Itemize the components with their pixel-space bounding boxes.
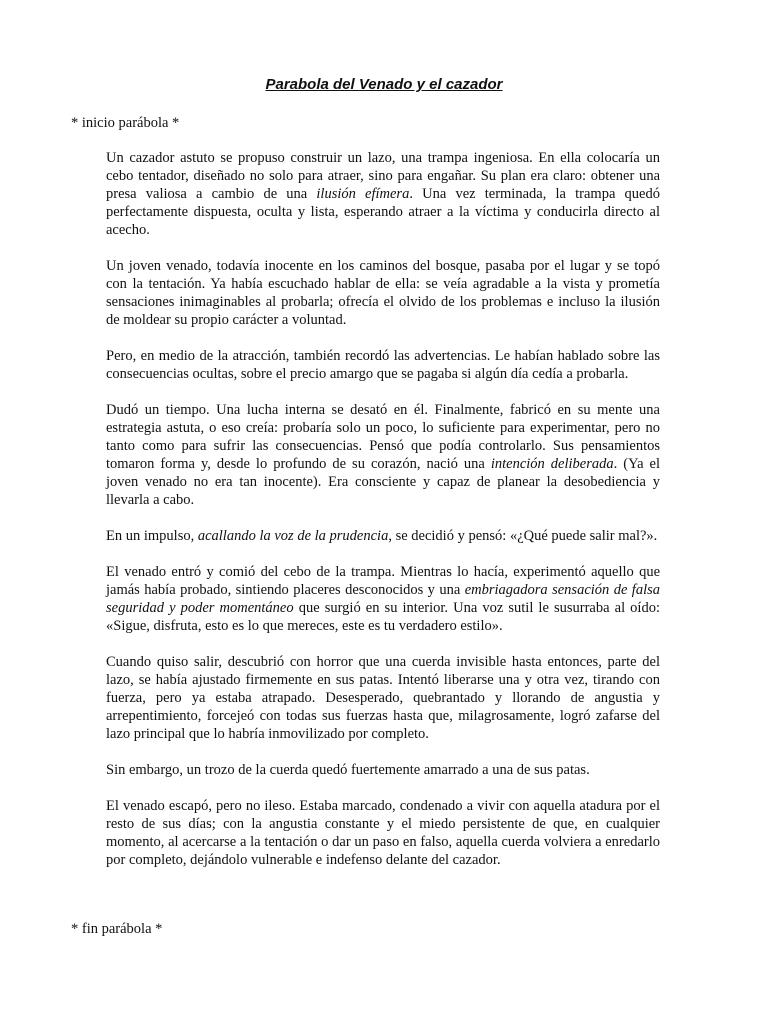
parable-body <box>106 149 660 887</box>
paragraph <box>106 527 660 545</box>
start-marker: * inicio parábola * <box>71 115 180 131</box>
text-run: Pero, en medio de la atracción, también recordó las advertencias. Le habían hablado sobre las consecuencias ocultas, sobre el precio amargo que se pagaba si algún día cedía a probarla. <box>106 348 660 382</box>
italic-phrase: intención deliberada <box>490 456 614 472</box>
text-run: El venado escapó, pero no ileso. Estaba marcado, condenado a vivir con aquella atadura por el resto de sus días; con la angustia constante y el miedo persistente de que, en cualquier momento, al acercarse a la tentación o dar un paso en falso, aquella cuerda volviera a enredarlo por completo, dejándolo vulnerable e indefenso delante del cazador. <box>106 798 660 868</box>
italic-phrase: acallando la voz de la prudencia <box>197 528 389 544</box>
text-run: Un cazador astuto se propuso construir un lazo, una trampa ingeniosa. En ella colocaría un cebo tentador, diseñado no solo para atraer, sino para engañar. Su plan era claro: obtener una presa valiosa a cambio de una <box>106 150 660 202</box>
text-run: , se decidió y pensó: «¿Qué puede salir mal?». <box>388 528 658 544</box>
text-run: Un joven venado, todavía inocente en los caminos del bosque, pasaba por el lugar y se topó con la tentación. Ya había escuchado hablar de ella: se veía agradable a la vista y prometía sensaciones inimaginables al probarla; ofrecía el olvido de los problemas e incluso la ilusión de moldear su propio carácter a voluntad. <box>106 258 660 328</box>
paragraph <box>106 563 660 635</box>
text-run: . (Ya el joven venado no era tan inocente). Era consciente y capaz de planear la desobediencia y llevarla a cabo. <box>106 456 661 508</box>
paragraph <box>106 797 660 869</box>
text-run: . Una vez terminada, la trampa quedó perfectamente dispuesta, oculta y lista, esperando atraer a la víctima y conducirla directo al acecho. <box>106 186 660 238</box>
paragraph <box>106 257 660 329</box>
text-run: Cuando quiso salir, descubrió con horror que una cuerda invisible hasta entonces, parte del lazo, se había ajustado firmemente en sus patas. Intentó liberarse una y otra vez, tirando con fuerza, pero ya estaba atrapado. Desesperado, quebrantado y llorando de angustia y arrepentimiento, forcejeó con todas sus fuerzas hasta que, milagrosamente, logró zafarse del lazo principal que lo habría inmovilizado por completo. <box>106 654 660 742</box>
text-run: El venado entró y comió del cebo de la trampa. Mientras lo hacía, experimentó aquello que jamás había probado, sintiendo placeres desconocidos y una <box>106 564 660 598</box>
paragraph <box>106 149 660 239</box>
text-run: En un impulso, <box>106 528 198 544</box>
italic-phrase: ilusión efímera <box>316 186 410 202</box>
text-run: que surgió en su interior. Una voz sutil le susurraba al oído: «Sigue, disfruta, esto es lo que mereces, este es tu verdadero estilo». <box>106 600 660 634</box>
italic-phrase: embriagadora sensación de falsa seguridad y poder momentáneo <box>106 582 661 616</box>
paragraph <box>106 761 660 779</box>
paragraph <box>106 347 660 383</box>
paragraph <box>106 401 660 509</box>
paragraph <box>106 653 660 743</box>
text-run: Sin embargo, un trozo de la cuerda quedó fuertemente amarrado a una de sus patas. <box>106 762 590 778</box>
text-run: Dudó un tiempo. Una lucha interna se desató en él. Finalmente, fabricó en su mente una estrategia astuta, o eso creía: probaría solo un poco, lo suficiente para experimentar, pero no tanto como para sufrir las consecuencias. Pensó que podía controlarlo. Sus pensamientos tomaron forma y, desde lo profundo de su corazón, nació una <box>106 402 660 472</box>
document-title: Parabola del Venado y el cazador <box>265 76 503 93</box>
end-marker: * fin parábola * <box>71 921 163 937</box>
